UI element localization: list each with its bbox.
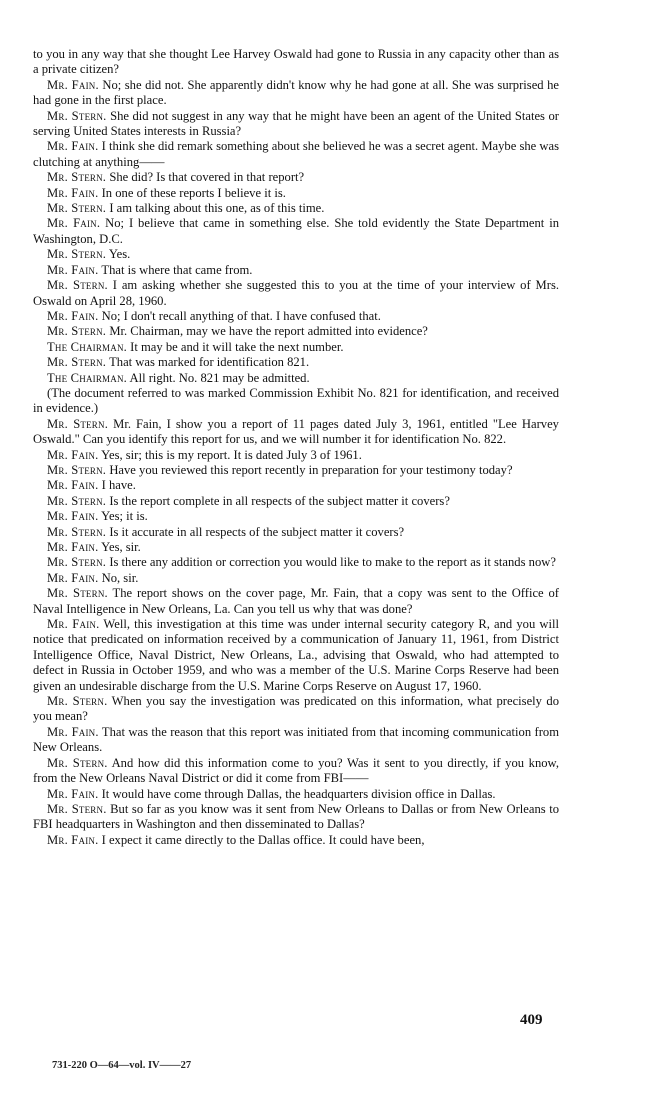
testimony-paragraph <box>33 509 559 524</box>
speaker-name: Mr. Stern. <box>47 586 108 601</box>
speaker-name: Mr. Fain. <box>47 617 100 632</box>
testimony-text: Is it accurate in all respects of the subject matter it covers? <box>109 524 405 539</box>
testimony-paragraph <box>33 833 559 848</box>
testimony-paragraph <box>33 725 559 756</box>
speaker-name: Mr. Fain. <box>47 786 99 801</box>
speaker-name: Mr. Fain. <box>47 570 99 585</box>
speaker-name: Mr. Stern. <box>47 755 108 770</box>
testimony-text: I am asking whether she suggested this to you at the time of your interview of Mrs. Oswald on April 28, 1960. <box>33 278 559 308</box>
testimony-paragraph <box>33 555 559 570</box>
testimony-text: Is the report complete in all respects of the subject matter it covers? <box>109 493 450 508</box>
testimony-text: I expect it came directly to the Dallas office. It could have been, <box>101 832 425 847</box>
testimony-paragraph <box>33 139 559 170</box>
speaker-name: Mr. Fain. <box>47 185 99 200</box>
testimony-text: Yes. <box>108 247 131 262</box>
testimony-paragraph <box>33 324 559 339</box>
testimony-text: The report shows on the cover page, Mr. Fain, that a copy was sent to the Office of Naval Intelligence in New Orleans, La. Can you tell us why that was done? <box>33 586 559 616</box>
speaker-name: Mr. Stern. <box>47 201 107 216</box>
speaker-name: Mr. Fain. <box>47 724 99 739</box>
testimony-text: All right. No. 821 may be admitted. <box>129 370 310 385</box>
testimony-text: Yes, sir; this is my report. It is dated July 3 of 1961. <box>101 447 362 462</box>
testimony-paragraph <box>33 355 559 370</box>
testimony-text: Yes, sir. <box>101 540 141 554</box>
testimony-text: I am talking about this one, as of this time. <box>109 201 325 216</box>
speaker-name: Mr. Fain. <box>47 308 99 323</box>
speaker-name: Mr. Fain. <box>47 139 99 154</box>
speaker-name: Mr. Fain. <box>47 77 99 92</box>
testimony-text: No, sir. <box>101 570 139 585</box>
testimony-text: Mr. Chairman, may we have the report admitted into evidence? <box>109 324 428 339</box>
testimony-text: When you say the investigation was predicated on this information, what precisely do you mean? <box>33 694 559 724</box>
testimony-paragraph <box>33 340 559 355</box>
speaker-name: Mr. Stern. <box>47 801 107 816</box>
testimony-paragraph <box>33 109 559 140</box>
testimony-text: Have you reviewed this report recently in preparation for your testimony today? <box>109 462 513 477</box>
testimony-text: Yes; it is. <box>101 509 148 524</box>
testimony-text: That was marked for identification 821. <box>109 355 310 370</box>
testimony-text: to you in any way that she thought Lee Harvey Oswald had gone to Russia in any capacity other than as a private citizen? <box>33 47 559 77</box>
speaker-name: Mr. Stern. <box>47 247 107 262</box>
testimony-text: I think she did remark something about she believed he was a secret agent. Maybe she was clutching at anything—— <box>33 139 559 169</box>
testimony-paragraph <box>33 478 559 493</box>
testimony-text: She did not suggest in any way that he might have been an agent of the United States or serving United States interests in Russia? <box>33 108 559 139</box>
testimony-text: Mr. Fain, I show you a report of 11 pages dated July 3, 1961, entitled "Lee Harvey Oswald." Can you identify this report for us, and we will number it for identification No. 822. <box>33 416 559 447</box>
testimony-paragraph <box>33 278 559 309</box>
speaker-name: Mr. Stern. <box>47 416 109 431</box>
speaker-name: Mr. Stern. <box>47 462 107 477</box>
speaker-name: Mr. Stern. <box>47 524 107 539</box>
testimony-paragraph <box>33 494 559 509</box>
testimony-text: Well, this investigation at this time was under internal security category R, and you will notice that predicated on information received by a communication of January 11, 1961, from District Intelligence Office, Naval District, New Orleans, La., advising that Oswald, who had attempted to defect in Russia in October 1959, and who was a member of the U.S. Marine Corps Reserve had been given an undesirable discharge from the U.S. Marine Corps Reserve on August 17, 1960. <box>33 617 559 693</box>
testimony-text: (The document referred to was marked Commission Exhibit No. 821 for identification, and received in evidence.) <box>33 385 559 416</box>
testimony-text: No; I believe that came in something else. She told evidently the State Department in Washington, D.C. <box>33 216 559 246</box>
testimony-paragraph <box>33 47 559 78</box>
testimony-paragraph <box>33 309 559 324</box>
speaker-name: Mr. Stern. <box>47 493 107 508</box>
speaker-name: Mr. Fain. <box>47 447 99 462</box>
speaker-name: The Chairman. <box>47 339 127 354</box>
testimony-paragraph <box>33 571 559 586</box>
speaker-name: Mr. Stern. <box>47 278 108 293</box>
speaker-name: Mr. Stern. <box>47 324 107 339</box>
testimony-text: But so far as you know was it sent from New Orleans to Dallas or from New Orleans to FBI headquarters in Washington and then disseminated to Dallas? <box>33 801 560 832</box>
speaker-name: Mr. Stern. <box>47 555 107 570</box>
speaker-name: Mr. Stern. <box>47 108 107 123</box>
testimony-paragraph <box>33 802 559 833</box>
speaker-name: Mr. Fain. <box>47 262 99 277</box>
testimony-paragraph <box>33 540 559 555</box>
speaker-name: Mr. Fain. <box>47 832 99 847</box>
speaker-name: Mr. Stern. <box>47 170 107 185</box>
transcript-body <box>33 47 559 848</box>
speaker-name: Mr. Fain. <box>47 509 99 524</box>
testimony-paragraph <box>33 186 559 201</box>
testimony-paragraph <box>33 787 559 802</box>
testimony-text: It may be and it will take the next number. <box>130 339 344 354</box>
testimony-text: It would have come through Dallas, the headquarters division office in Dallas. <box>101 786 496 801</box>
testimony-paragraph <box>33 756 559 787</box>
print-code: 731-220 O—64—vol. IV——27 <box>52 1060 192 1071</box>
testimony-paragraph <box>33 525 559 540</box>
testimony-text: No; I don't recall anything of that. I have confused that. <box>101 308 381 323</box>
testimony-paragraph <box>33 386 559 417</box>
testimony-paragraph <box>33 371 559 386</box>
speaker-name: Mr. Fain. <box>47 216 101 231</box>
testimony-text: No; she did not. She apparently didn't know why he had gone at all. She was surprised he had gone in the first place. <box>33 77 559 108</box>
testimony-text: In one of these reports I believe it is. <box>101 185 286 200</box>
testimony-paragraph <box>33 201 559 216</box>
testimony-paragraph <box>33 694 559 725</box>
speaker-name: Mr. Stern. <box>47 355 107 370</box>
testimony-paragraph <box>33 78 559 109</box>
testimony-paragraph <box>33 216 559 247</box>
page-number: 409 <box>520 1012 543 1028</box>
testimony-text: That was the reason that this report was initiated from that incoming communication from New Orleans. <box>33 724 560 755</box>
testimony-paragraph <box>33 463 559 478</box>
testimony-text: I have. <box>101 478 136 493</box>
testimony-paragraph <box>33 448 559 463</box>
testimony-text: That is where that came from. <box>101 262 253 277</box>
testimony-paragraph <box>33 263 559 278</box>
testimony-paragraph <box>33 247 559 262</box>
testimony-text: Is there any addition or correction you would like to make to the report as it stands now? <box>109 555 556 570</box>
speaker-name: Mr. Fain. <box>47 540 99 554</box>
testimony-text: And how did this information come to you? Was it sent to you directly, if you know, from the New Orleans Naval District or did it come from FBI—— <box>33 755 559 786</box>
testimony-paragraph <box>33 170 559 185</box>
testimony-text: She did? Is that covered in that report? <box>109 170 305 185</box>
testimony-paragraph <box>33 617 559 694</box>
speaker-name: The Chairman. <box>47 370 127 385</box>
testimony-paragraph <box>33 586 559 617</box>
testimony-paragraph <box>33 417 559 448</box>
speaker-name: Mr. Fain. <box>47 478 99 493</box>
speaker-name: Mr. Stern. <box>47 694 108 709</box>
